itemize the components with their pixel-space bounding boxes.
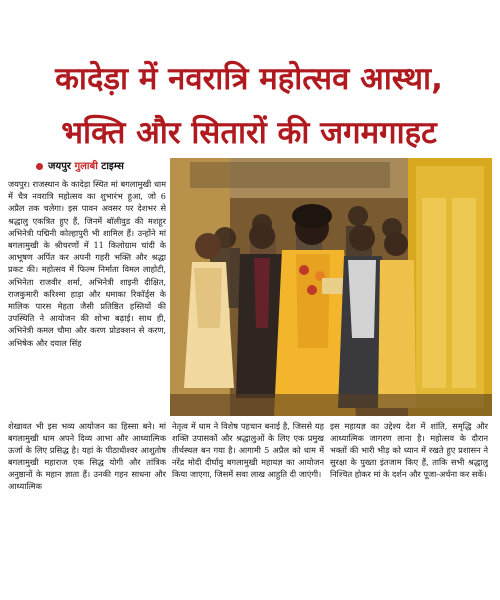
byline <box>36 158 124 172</box>
article-column-bottom-1: शेखावत भी इस भव्य आयोजन का हिस्सा बने। मां बगलामुखी धाम अपने दिव्य आभा और आध्यात्मिक ऊर्जा के लिए प्रसिद्ध है। यहां के पीठाधीश्वर आशुतोष बगलामुखी महाराज एक सिद्ध योगी और तांत्रिक अनुष्ठानों के महान ज्ञाता हैं। उनकी गहन साधना और आध्यात्मिक <box>8 421 166 491</box>
headline <box>6 52 492 160</box>
byline-prefix: जयपुर <box>48 161 71 172</box>
article-column-bottom-3: इस महायज्ञ का उद्देश्य देश में शांति, समृद्धि और आध्यात्मिक जागरण लाना है। महोत्सव के दौरान भक्तों की भारी भीड़ को ध्यान में रखते हुए प्रशासन ने सुरक्षा के पुख्ता इंतजाम किए हैं, ताकि सभी श्रद्धालु निश्चित होकर मां के दर्शन और पूजा-अर्चना कर सकें। <box>330 421 488 479</box>
event-photo <box>170 158 492 416</box>
article-column-left: जयपुर। राजस्थान के कादेड़ा स्थित मां बगलामुखी धाम में चैत्र नवरात्रि महोत्सव का शुभारंभ हुआ, जो 6 अप्रैल तक चलेगा। इस पावन अवसर पर देशभर से श्रद्धालु एकत्रित हुए हैं, जिनमें बॉलीवुड की मशहूर अभिनेत्री पद्मिनी कोल्हापुरी भी शामिल हैं। उन्होंने मां बगलामुखी के श्रीचरणों में 11 किलोग्राम चांदी के आभूषण अर्पित कर अपनी गहरी भक्ति और श्रद्धा प्रकट की। महोत्सव में फिल्म निर्माता विमल लाहोटी, अभिनेता राजवीर शर्मा, अभिनेत्री शाइनी दीक्षित, राजकुमारी करिश्मा हाड़ा और धमाका रिकॉर्ड्स के मालिक पारस मेहता जैसी प्रतिष्ठित हस्तियों की उपस्थिति ने आयोजन की शोभा बढ़ाई। साथ ही, अभिनेत्री कमल चौमा और करण प्रोडक्शन से करण, अभिषेक और दयाल सिंह <box>8 179 166 348</box>
headline-line-2: भक्ति और सितारों की जगमगाहट <box>61 115 437 151</box>
byline-suffix: टाइम्स <box>101 161 124 172</box>
article-column-bottom-2: नेतृत्व में धाम ने विशेष पहचान बनाई है, जिससे यह शक्ति उपासकों और श्रद्धालुओं के लिए एक प्रमुख तीर्थस्थल बन गया है। आगामी 5 अप्रैल को धाम में नरेंद्र मोदी दीर्घायु बगलामुखी महायज्ञ का आयोजन किया जाएगा, जिसमें सवा लाख आहुति दी जाएंगी। <box>172 421 324 479</box>
byline-accent: गुलाबी <box>74 161 98 172</box>
bullet-icon <box>36 163 43 170</box>
headline-line-1: कादेड़ा में नवरात्रि महोत्सव आस्था, <box>55 61 443 97</box>
